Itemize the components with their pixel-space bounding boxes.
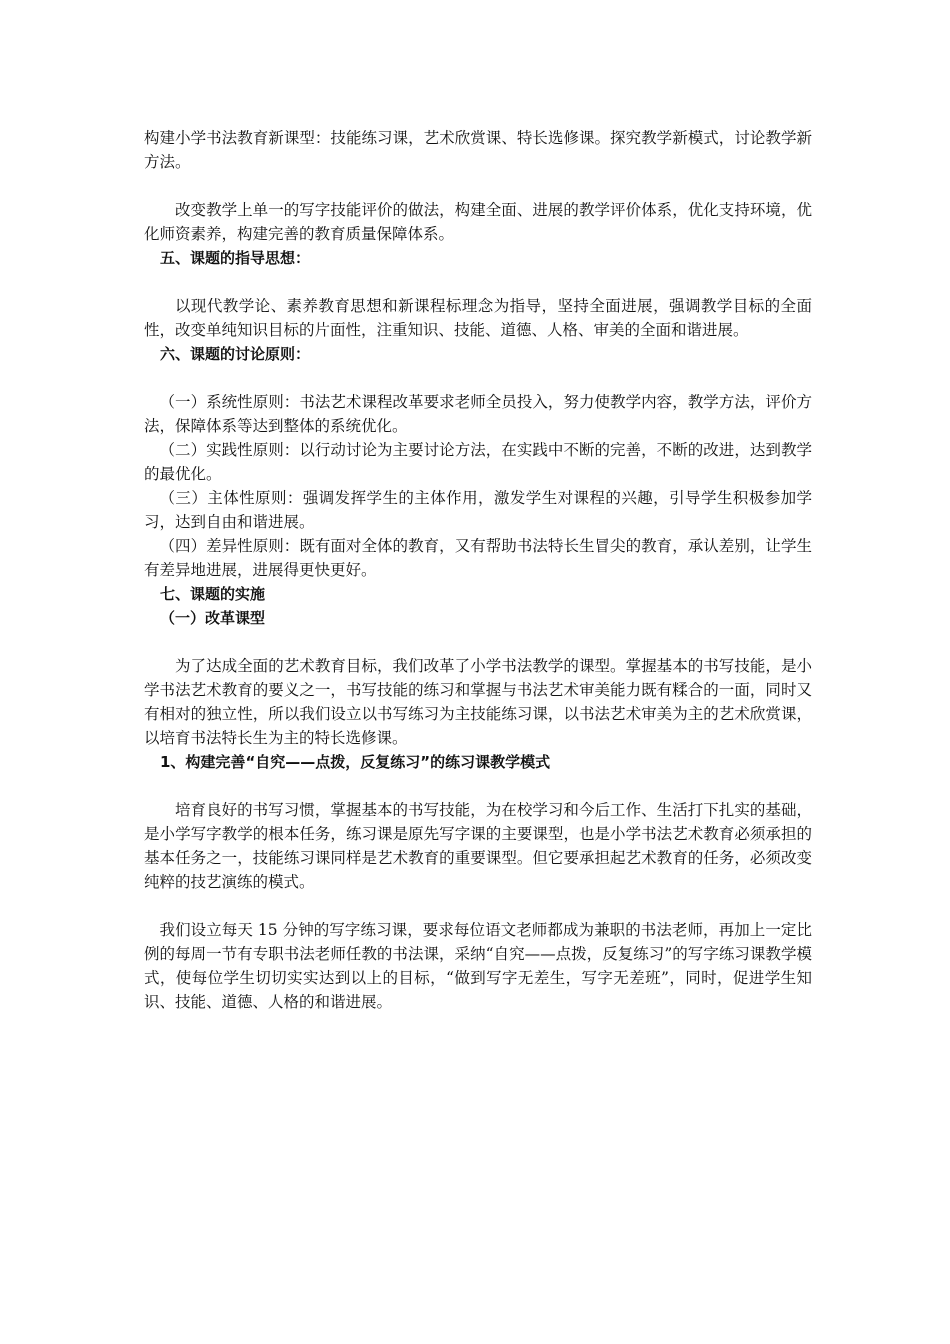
document-body <box>144 126 812 1014</box>
heading-section-7: 七、课题的实施 <box>160 585 266 603</box>
heading-section-5: 五、课题的指导思想： <box>160 249 311 267</box>
paragraph-intro-1: 构建小学书法教育新课型：技能练习课，艺术欣赏课、特长选修课。探究教学新模式，讨论教学新方法。 <box>144 129 812 171</box>
paragraph-item-1-a: 培育良好的书写习惯，掌握基本的书写技能，为在校学习和今后工作、生活打下扎实的基础，是小学写字教学的根本任务，练习课是原先写字课的主要课型，也是小学书法艺术教育必须承担的基本任务之一，技能练习课同样是艺术教育的重要课型。但它要承担起艺术教育的任务，必须改变纯粹的技艺演练的模式。 <box>144 801 812 891</box>
paragraph-intro-2: 改变教学上单一的写字技能评价的做法，构建全面、进展的教学评价体系，优化支持环境，优化师资素养，构建完善的教育质量保障体系。 <box>144 201 812 243</box>
paragraph-subsection-1: 为了达成全面的艺术教育目标，我们改革了小学书法教学的课型。掌握基本的书写技能，是小学书法艺术教育的要义之一，书写技能的练习和掌握与书法艺术审美能力既有糅合的一面，同时又有相对的独立性，所以我们设立以书写练习为主技能练习课，以书法艺术审美为主的艺术欣赏课，以培育书法特长生为主的特长选修课。 <box>144 657 812 747</box>
heading-section-6: 六、课题的讨论原则： <box>160 345 311 363</box>
principle-item-4: （四）差异性原则：既有面对全体的教育，又有帮助书法特长生冒尖的教育，承认差别，让学生有差异地进展，进展得更快更好。 <box>144 537 812 579</box>
principle-item-3: （三）主体性原则：强调发挥学生的主体作用，激发学生对课程的兴趣，引导学生积极参加学习，达到自由和谐进展。 <box>144 489 812 531</box>
paragraph-section-5: 以现代教学论、素养教育思想和新课程标理念为指导，坚持全面进展，强调教学目标的全面性，改变单纯知识目标的片面性，注重知识、技能、道德、人格、审美的全面和谐进展。 <box>144 297 812 339</box>
heading-item-1: 1、构建完善“自究——点拨，反复练习”的练习课教学模式 <box>160 753 551 771</box>
principle-item-2: （二）实践性原则：以行动讨论为主要讨论方法，在实践中不断的完善，不断的改进，达到教学的最优化。 <box>144 441 812 483</box>
paragraph-item-1-b: 我们设立每天 15 分钟的写字练习课，要求每位语文老师都成为兼职的书法老师，再加上一定比例的每周一节有专职书法老师任教的书法课，采纳“自究——点拨，反复练习”的写字练习课教学模式，使每位学生切切实实达到以上的目标，“做到写字无差生，写字无差班”，同时，促进学生知识、技能、道德、人格的和谐进展。 <box>144 921 812 1011</box>
heading-subsection-1: （一）改革课型 <box>160 609 266 627</box>
principle-item-1: （一）系统性原则：书法艺术课程改革要求老师全员投入，努力使教学内容，教学方法，评价方法，保障体系等达到整体的系统优化。 <box>144 393 812 435</box>
principles-list <box>144 390 812 582</box>
